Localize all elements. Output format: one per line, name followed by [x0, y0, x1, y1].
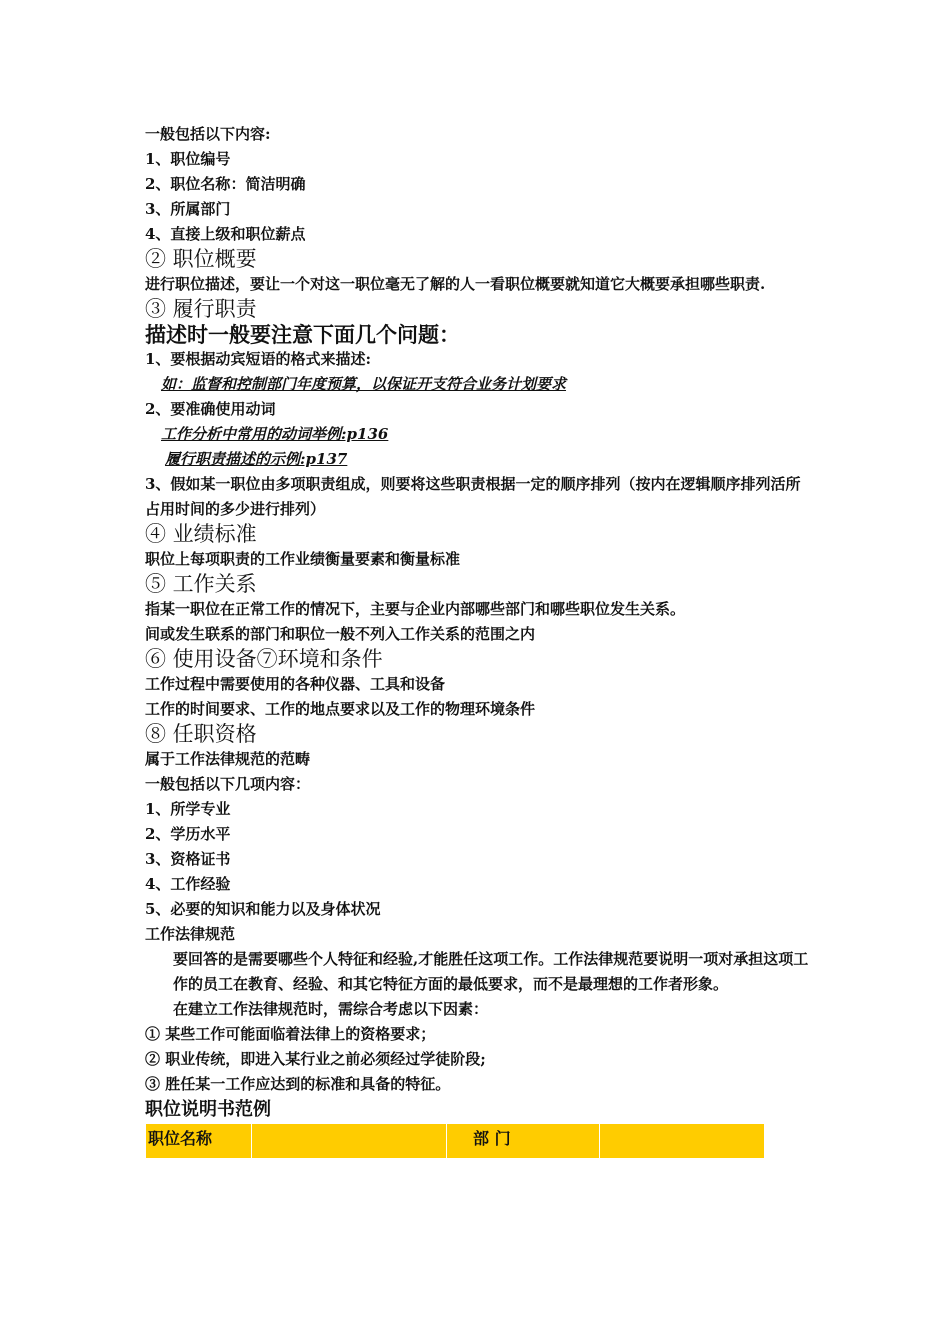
text-line: 间或发生联系的部门和职位一般不列入工作关系的范围之内 [145, 625, 536, 643]
list-item: 2、学历水平 [145, 825, 231, 843]
example-text: 履行职责描述的示例:p137 [165, 450, 348, 468]
table-cell-department-value [600, 1124, 765, 1159]
list-item: 1、要根据动宾短语的格式来描述: [145, 350, 371, 368]
section-heading: ② 职位概要 [145, 247, 257, 271]
subheading: 描述时一般要注意下面几个问题： [145, 322, 460, 347]
section-heading: ④ 业绩标准 [145, 522, 257, 546]
list-item: ② 职业传统，即进入某行业之前必须经过学徒阶段; [145, 1050, 486, 1068]
table-row [146, 1124, 765, 1159]
list-item: 2、职位名称：简洁明确 [145, 175, 306, 193]
list-item: 3、资格证书 [145, 850, 231, 868]
paragraph: 进行职位描述，要让一个对这一职位毫无了解的人一看职位概要就知道它大概要承担哪些职责. [145, 275, 766, 293]
section-heading: ⑧ 任职资格 [145, 722, 257, 746]
text-line: 职位上每项职责的工作业绩衡量要素和衡量标准 [145, 550, 461, 568]
table-title: 职位说明书范例 [145, 1099, 271, 1120]
list-item: 2、要准确使用动词 [145, 400, 276, 418]
table-cell-job-title-value [252, 1124, 447, 1159]
list-item: 4、直接上级和职位薪点 [145, 225, 306, 243]
list-item: ③ 胜任某一工作应达到的标准和具备的特征。 [145, 1075, 451, 1093]
text-line: 一般包括以下内容: [145, 125, 271, 143]
table-cell-department-label: 部 门 [447, 1124, 600, 1159]
list-item: 1、职位编号 [145, 150, 231, 168]
job-description-table [145, 1123, 765, 1159]
text-line: 指某一职位在正常工作的情况下，主要与企业内部哪些部门和哪些职位发生关系。 [145, 600, 686, 618]
text-line: 属于工作法律规范的范畴 [145, 750, 311, 768]
section-heading: ⑥ 使用设备⑦环境和条件 [145, 647, 383, 671]
list-item: 5、必要的知识和能力以及身体状况 [145, 900, 381, 918]
paragraph: 要回答的是需要哪些个人特征和经验,才能胜任这项工作。工作法律规范要说明一项对承担这项工作的员工在教育、经验、和其它特征方面的最低要求，而不是最理想的工作者形象。 [173, 950, 809, 993]
text-line: 在建立工作法律规范时，需综合考虑以下因素： [173, 1000, 489, 1018]
list-item: ① 某些工作可能面临着法律上的资格要求； [145, 1025, 436, 1043]
document-page [145, 122, 810, 1159]
text-line: 一般包括以下几项内容： [145, 775, 311, 793]
example-text: 工作分析中常用的动词举例:p136 [161, 425, 389, 443]
list-item: 4、工作经验 [145, 875, 231, 893]
section-heading: ③ 履行职责 [145, 297, 257, 321]
example-text: 如：监督和控制部门年度预算，以保证开支符合业务计划要求 [161, 375, 567, 393]
text-line: 工作过程中需要使用的各种仪器、工具和设备 [145, 675, 446, 693]
text-line: 工作法律规范 [145, 925, 236, 943]
table-cell-job-title-label: 职位名称 [146, 1124, 252, 1159]
paragraph: 3、假如某一职位由多项职责组成，则要将这些职责根据一定的顺序排列（按内在逻辑顺序排列活所占用时间的多少进行排列） [145, 475, 801, 518]
text-line: 工作的时间要求、工作的地点要求以及工作的物理环境条件 [145, 700, 536, 718]
list-item: 1、所学专业 [145, 800, 231, 818]
section-heading: ⑤ 工作关系 [145, 572, 257, 596]
list-item: 3、所属部门 [145, 200, 231, 218]
